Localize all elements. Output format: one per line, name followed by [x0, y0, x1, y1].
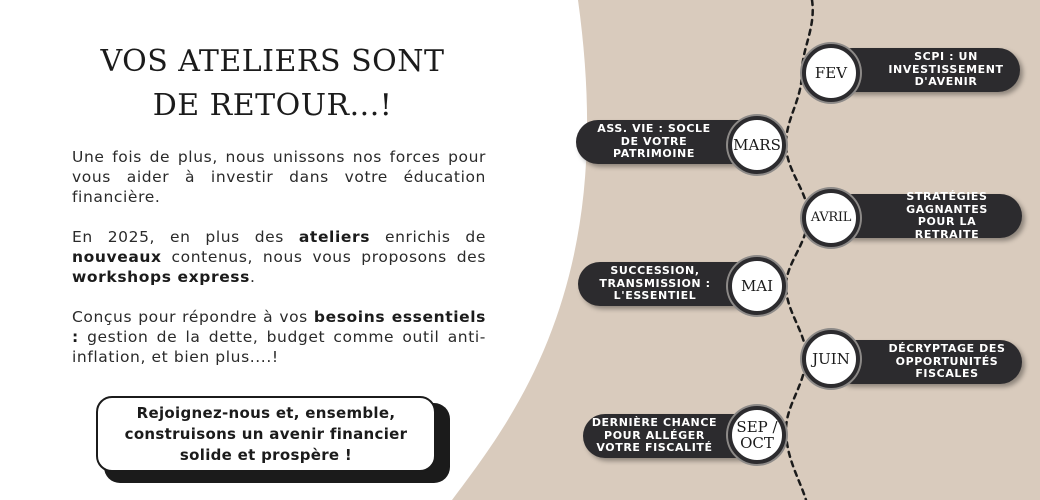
intro-paragraph-3 [72, 307, 486, 367]
timeline-topic-sep-oct: DERNIÈRE CHANCE POUR ALLÉGER VOTRE FISCALITÉ [583, 414, 776, 458]
cta-box[interactable]: Rejoignez-nous et, ensemble, construisons un avenir financier solide et prospère ! [96, 396, 436, 472]
title-line-2: DE RETOUR...! [152, 88, 393, 123]
p3-text-c: gestion de la dette, budget comme outil anti-inflation, et bien plus....! [72, 328, 486, 366]
p2-text-e: contenus, nous vous proposons des [161, 248, 486, 266]
p2-bold-ateliers: ateliers [298, 228, 371, 246]
timeline-topic-mars: ASS. VIE : SOCLE DE VOTRE PATRIMOINE [576, 120, 776, 164]
p2-text-g: . [249, 268, 256, 286]
timeline-month-mars: MARS [728, 116, 786, 174]
p2-text-c: enrichis de [370, 228, 486, 246]
timeline-month-fev: FEV [802, 44, 860, 102]
title-line-1: VOS ATELIERS SONT [100, 44, 445, 79]
timeline-topic-fev: SCPI : UN INVESTISSEMENT D'AVENIR [830, 48, 1020, 92]
timeline-month-mai: MAI [728, 257, 786, 315]
p3-bold-besoins: besoins essentiels : [72, 308, 486, 346]
intro-paragraph-1: Une fois de plus, nous unissons nos forces pour vous aider à investir dans votre éducation financière. [72, 148, 486, 206]
page-title [60, 40, 485, 128]
p3-text-a: Conçus pour répondre à vos [72, 308, 314, 326]
intro-paragraph-2 [72, 227, 486, 287]
p2-bold-workshops: workshops express [72, 268, 250, 286]
timeline-topic-avril: STRATÉGIES GAGNANTES POUR LA RETRAITE [830, 194, 1022, 238]
p2-text-a: En 2025, en plus des [72, 228, 299, 246]
timeline-topic-juin: DÉCRYPTAGE DES OPPORTUNITÉS FISCALES [830, 340, 1022, 384]
timeline-topic-mai: SUCCESSION, TRANSMISSION : L'ESSENTIEL [578, 262, 776, 306]
p2-bold-nouveaux: nouveaux [72, 248, 162, 266]
timeline-month-avril: AVRIL [802, 189, 860, 247]
timeline-month-sep-oct: SEP / OCT [728, 406, 786, 464]
timeline-month-juin: JUIN [802, 330, 860, 388]
